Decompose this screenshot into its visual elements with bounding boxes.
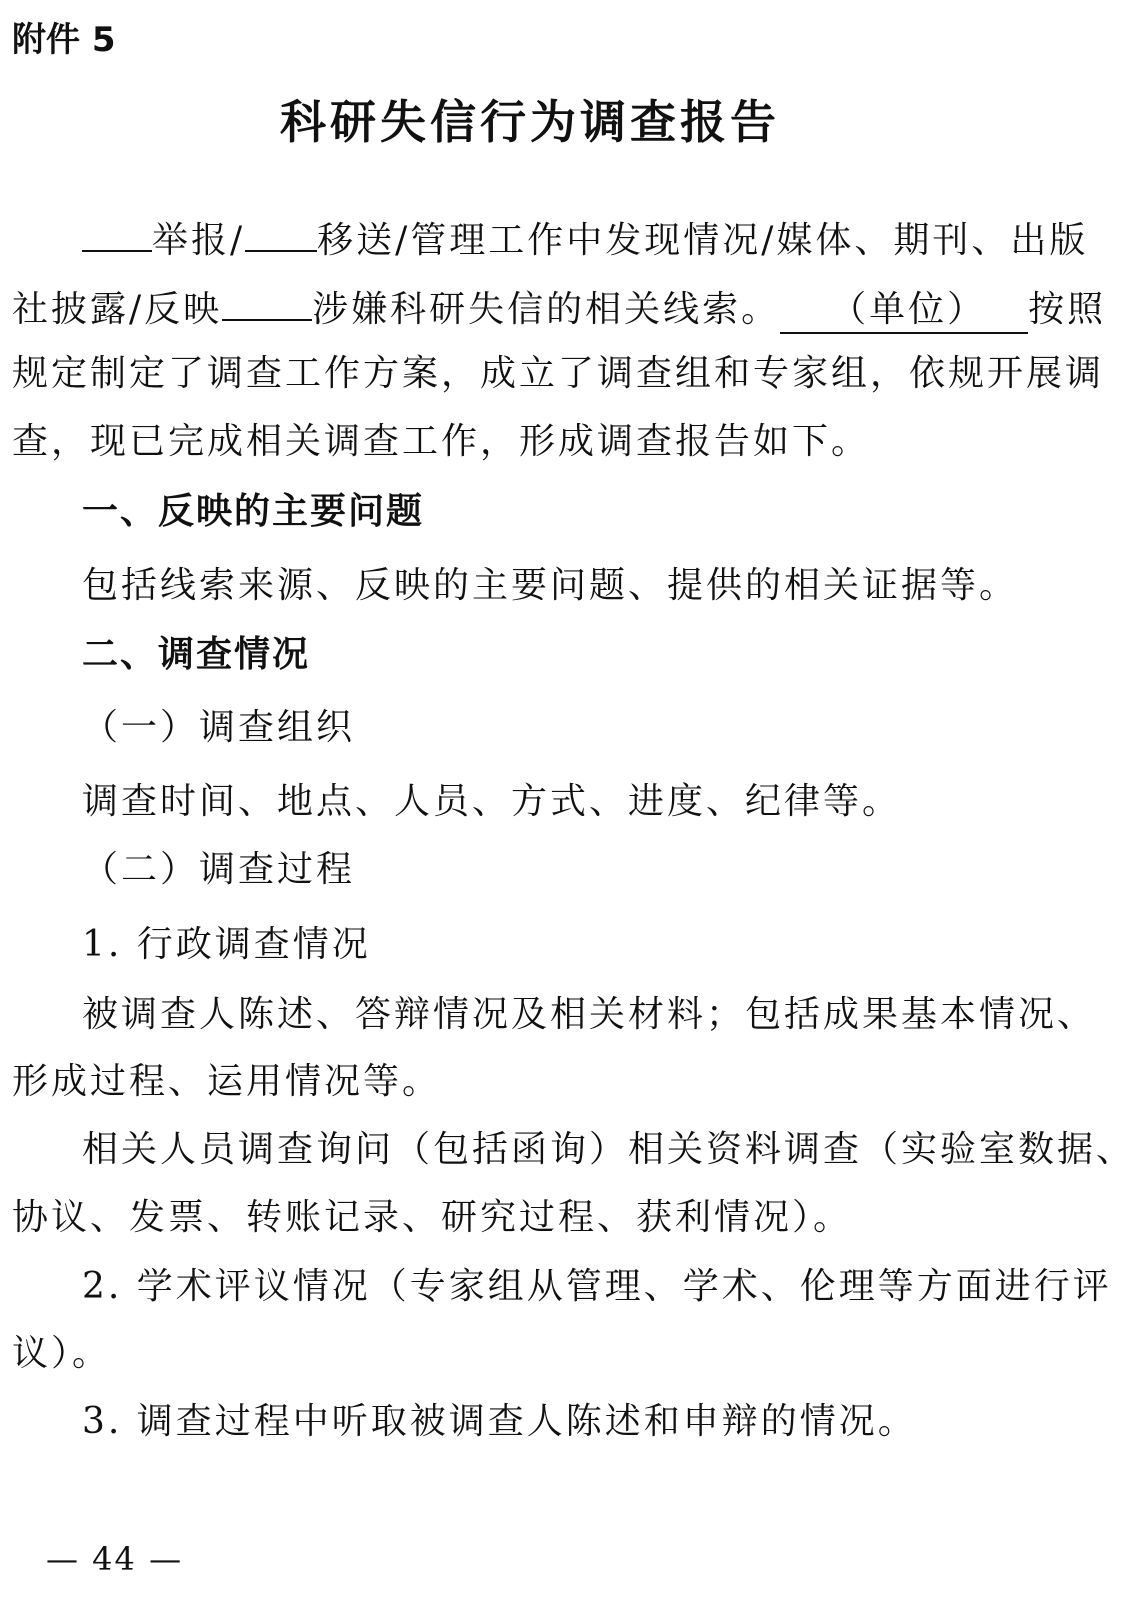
blank-underline bbox=[82, 214, 152, 252]
page-number: — 44 — bbox=[46, 1540, 184, 1578]
intro-line-1 bbox=[82, 214, 1088, 263]
item1-para2-line1: 相关人员调查询问（包括函询）相关资料调查（实验室数据、 bbox=[82, 1129, 1135, 1170]
blank-underline bbox=[222, 283, 312, 321]
intro-line-2 bbox=[12, 283, 1106, 334]
intro-line-3: 规定制定了调查工作方案，成立了调查组和专家组，依规开展调 bbox=[12, 353, 1105, 394]
intro-line-2-text-b: 涉嫌科研失信的相关线索。 bbox=[312, 289, 781, 330]
section2-heading: 二、调查情况 bbox=[82, 634, 311, 675]
item2-line1: 2. 学术评议情况（专家组从管理、学术、伦理等方面进行评 bbox=[82, 1266, 1112, 1307]
document-title: 科研失信行为调查报告 bbox=[280, 95, 780, 149]
intro-line-2-text-a: 社披露/反映 bbox=[12, 289, 223, 330]
item1-para1-line1: 被调查人陈述、答辩情况及相关材料；包括成果基本情况、 bbox=[82, 994, 1097, 1035]
sub1-heading: （一）调查组织 bbox=[82, 707, 356, 748]
item2-line2: 议）。 bbox=[12, 1333, 112, 1374]
intro-line-1-text-a: 举报/ bbox=[152, 220, 246, 261]
intro-line-1-text-b: 移送/管理工作中发现情况/媒体、期刊、出版 bbox=[317, 220, 1089, 261]
blank-underline bbox=[245, 214, 317, 252]
item1-para2-line2: 协议、发票、转账记录、研究过程、获利情况）。 bbox=[12, 1197, 853, 1238]
sub1-text: 调查时间、地点、人员、方式、进度、纪律等。 bbox=[82, 781, 902, 822]
section1-text: 包括线索来源、反映的主要问题、提供的相关证据等。 bbox=[82, 565, 1019, 606]
sub2-heading: （二）调查过程 bbox=[82, 849, 356, 890]
attachment-label: 附件 5 bbox=[12, 20, 116, 60]
unit-placeholder: （单位） bbox=[780, 288, 1028, 334]
item1-title: 1. 行政调查情况 bbox=[82, 924, 371, 965]
item3-text: 3. 调查过程中听取被调查人陈述和申辩的情况。 bbox=[82, 1401, 917, 1442]
intro-line-4: 查，现已完成相关调查工作，形成调查报告如下。 bbox=[12, 421, 871, 462]
intro-line-2-text-c: 按照 bbox=[1028, 289, 1107, 330]
section1-heading: 一、反映的主要问题 bbox=[82, 491, 425, 532]
item1-para1-line2: 形成过程、运用情况等。 bbox=[12, 1061, 442, 1102]
